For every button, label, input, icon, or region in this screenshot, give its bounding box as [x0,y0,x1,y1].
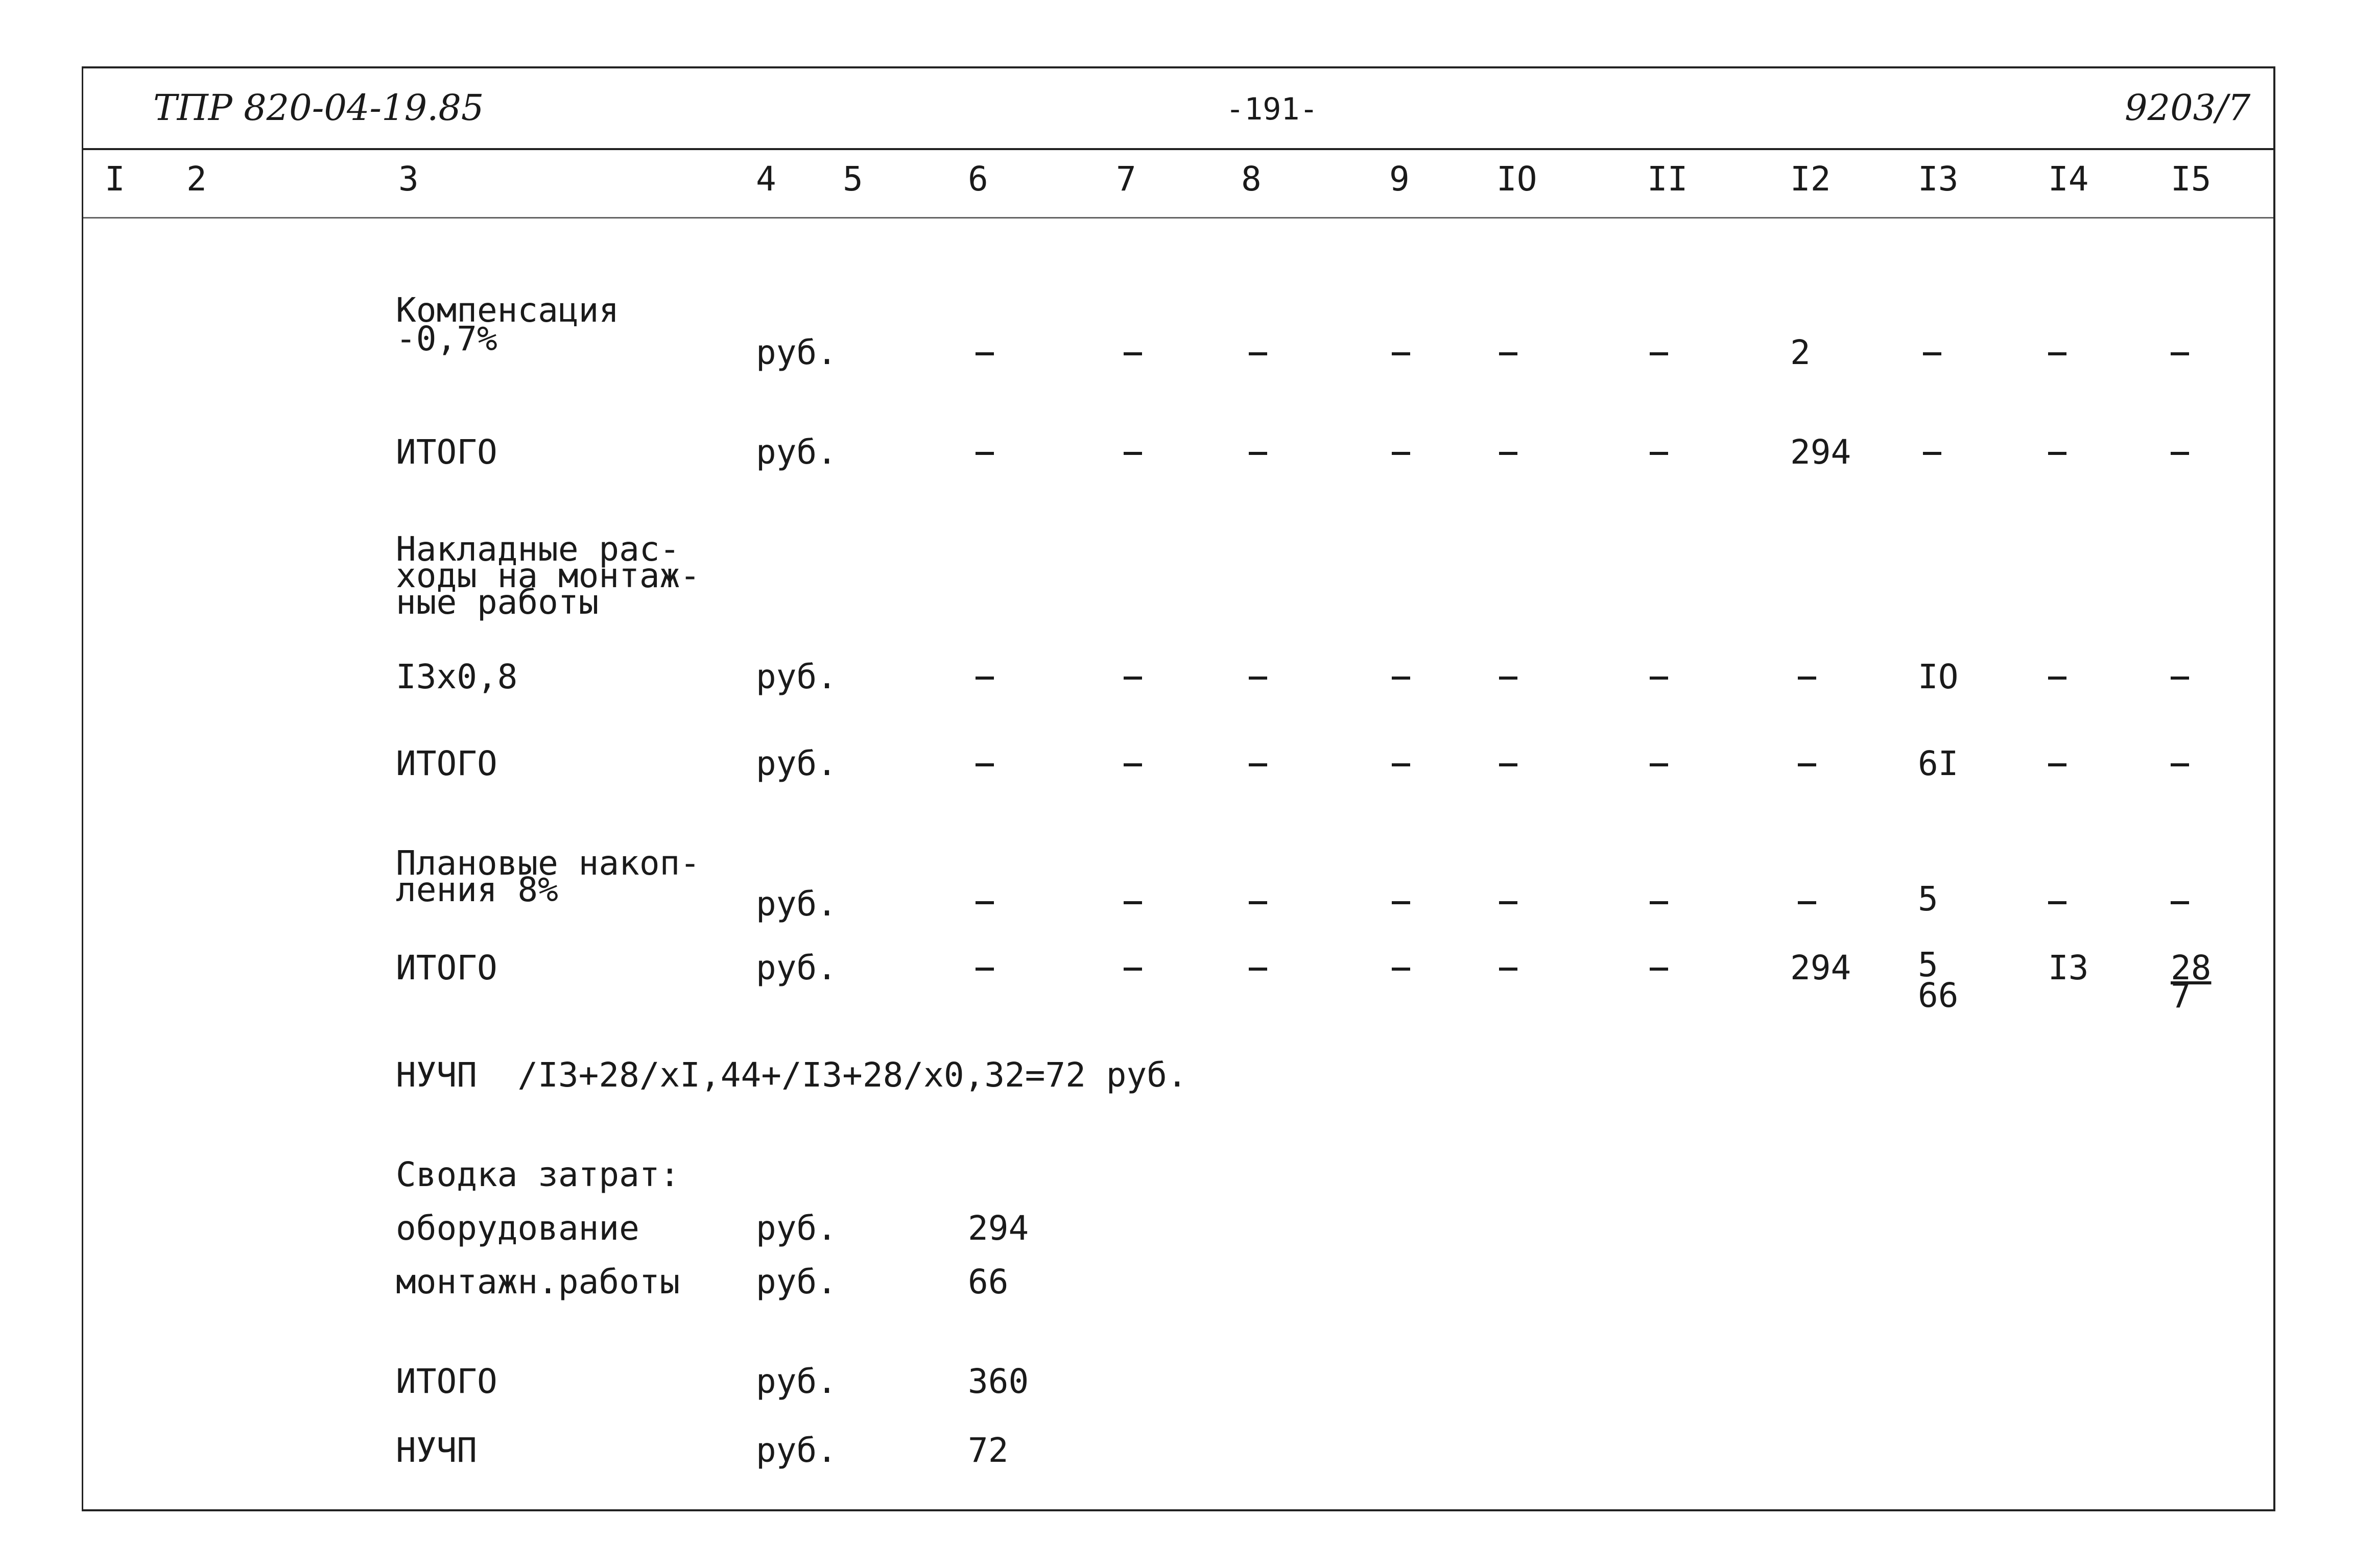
row-label: ИТОГО [396,432,497,472]
empty-cell-dash [2171,677,2189,680]
doc-code: ТПР 820-04-19.85 [153,87,484,129]
empty-cell-dash [1124,452,1142,455]
empty-cell-dash [1499,352,1517,355]
empty-cell-dash [1499,763,1517,766]
empty-cell-dash [976,901,994,904]
summary-value: 66 [968,1262,1009,1301]
cell-c13: IO [1918,657,1959,696]
row-label: Накладные рас- ходы на монтаж- ные работы [396,529,701,622]
empty-cell-dash [976,352,994,355]
col-10: IO [1496,159,1537,199]
empty-cell-dash [1923,452,1941,455]
summary-value: 360 [968,1362,1029,1401]
empty-cell-dash [1798,763,1816,766]
empty-cell-dash [1249,452,1267,455]
row-label: Компенсация -0,7% [396,291,620,358]
col-5: 5 [843,159,863,199]
empty-cell-dash [976,677,994,680]
cell-c13: 5 66 [1918,945,1959,1015]
row-label: I3x0,8 [396,657,518,696]
summary-value: 72 [968,1431,1009,1470]
empty-cell-dash [1392,968,1410,971]
col-14: I4 [2048,159,2089,199]
row-label: ИТОГО [396,948,497,987]
summary-label: монтажн.работы [396,1262,680,1301]
empty-cell-dash [1650,968,1668,971]
empty-cell-dash [1124,677,1142,680]
empty-cell-dash [1124,901,1142,904]
empty-cell-dash [2048,901,2066,904]
summary-unit: руб. [756,1431,837,1470]
empty-cell-dash [1499,901,1517,904]
cell-c13: 5 [1918,879,1938,919]
empty-cell-dash [1249,901,1267,904]
col-4: 4 [756,159,776,199]
empty-cell-dash [2171,352,2189,355]
row-unit: руб. [756,948,837,987]
summary-label: НУЧП [396,1431,477,1470]
cell-c13: 6I [1918,744,1959,783]
empty-cell-dash [2048,677,2066,680]
empty-cell-dash [2171,763,2189,766]
empty-cell-dash [1124,352,1142,355]
col-12: I2 [1790,159,1831,199]
cell-c12: 294 [1790,948,1851,987]
summary-unit: руб. [756,1362,837,1401]
row-unit: руб. [756,744,837,783]
empty-cell-dash [1650,352,1668,355]
empty-cell-dash [1392,452,1410,455]
cell-c15-denominator: 7 [2171,976,2191,1016]
empty-cell-dash [1650,452,1668,455]
empty-cell-dash [976,452,994,455]
header-rule [82,148,2275,150]
empty-cell-dash [2171,901,2189,904]
col-1: I [105,159,125,199]
col-9: 9 [1389,159,1410,199]
summary-unit: руб. [756,1209,837,1248]
empty-cell-dash [1249,968,1267,971]
page-number: -191- [1226,91,1318,127]
empty-cell-dash [2171,452,2189,455]
summary-label: ИТОГО [396,1362,497,1401]
empty-cell-dash [1650,763,1668,766]
cell-c12: 294 [1790,432,1851,472]
empty-cell-dash [2048,452,2066,455]
row-unit: руб. [756,884,837,924]
col-2: 2 [186,159,207,199]
row-unit: руб. [756,333,837,372]
column-rule [82,217,2275,219]
summary-value: 294 [968,1209,1029,1248]
summary-label: оборудование [396,1209,639,1248]
empty-cell-dash [1923,352,1941,355]
summary-unit: руб. [756,1262,837,1301]
row-label: ИТОГО [396,744,497,783]
col-7: 7 [1116,159,1136,199]
empty-cell-dash [1499,968,1517,971]
empty-cell-dash [1798,677,1816,680]
empty-cell-dash [1499,452,1517,455]
empty-cell-dash [1249,677,1267,680]
empty-cell-dash [1798,901,1816,904]
cell-c15-numerator: 28 [2171,948,2212,987]
nuchp-formula: НУЧП /I3+28/xI,44+/I3+28/x0,32=72 руб. [396,1055,1187,1095]
row-unit: руб. [756,432,837,472]
empty-cell-dash [1499,677,1517,680]
empty-cell-dash [1392,677,1410,680]
empty-cell-dash [1650,901,1668,904]
cell-c14: I3 [2048,948,2089,987]
doc-ref: 9203/7 [2125,87,2251,129]
empty-cell-dash [1650,677,1668,680]
row-unit: руб. [756,657,837,696]
col-8: 8 [1241,159,1262,199]
col-11: II [1647,159,1688,199]
empty-cell-dash [1392,763,1410,766]
empty-cell-dash [1392,901,1410,904]
empty-cell-dash [976,763,994,766]
cell-c12: 2 [1790,333,1811,372]
col-13: I3 [1918,159,1959,199]
empty-cell-dash [1249,763,1267,766]
col-6: 6 [968,159,988,199]
empty-cell-dash [1249,352,1267,355]
row-label: Плановые накоп- ления 8% [396,843,701,909]
col-3: 3 [398,159,419,199]
empty-cell-dash [976,968,994,971]
empty-cell-dash [2048,763,2066,766]
summary-title: Сводка затрат: [396,1155,680,1194]
empty-cell-dash [1124,968,1142,971]
col-15: I5 [2171,159,2212,199]
empty-cell-dash [2048,352,2066,355]
empty-cell-dash [1392,352,1410,355]
empty-cell-dash [1124,763,1142,766]
